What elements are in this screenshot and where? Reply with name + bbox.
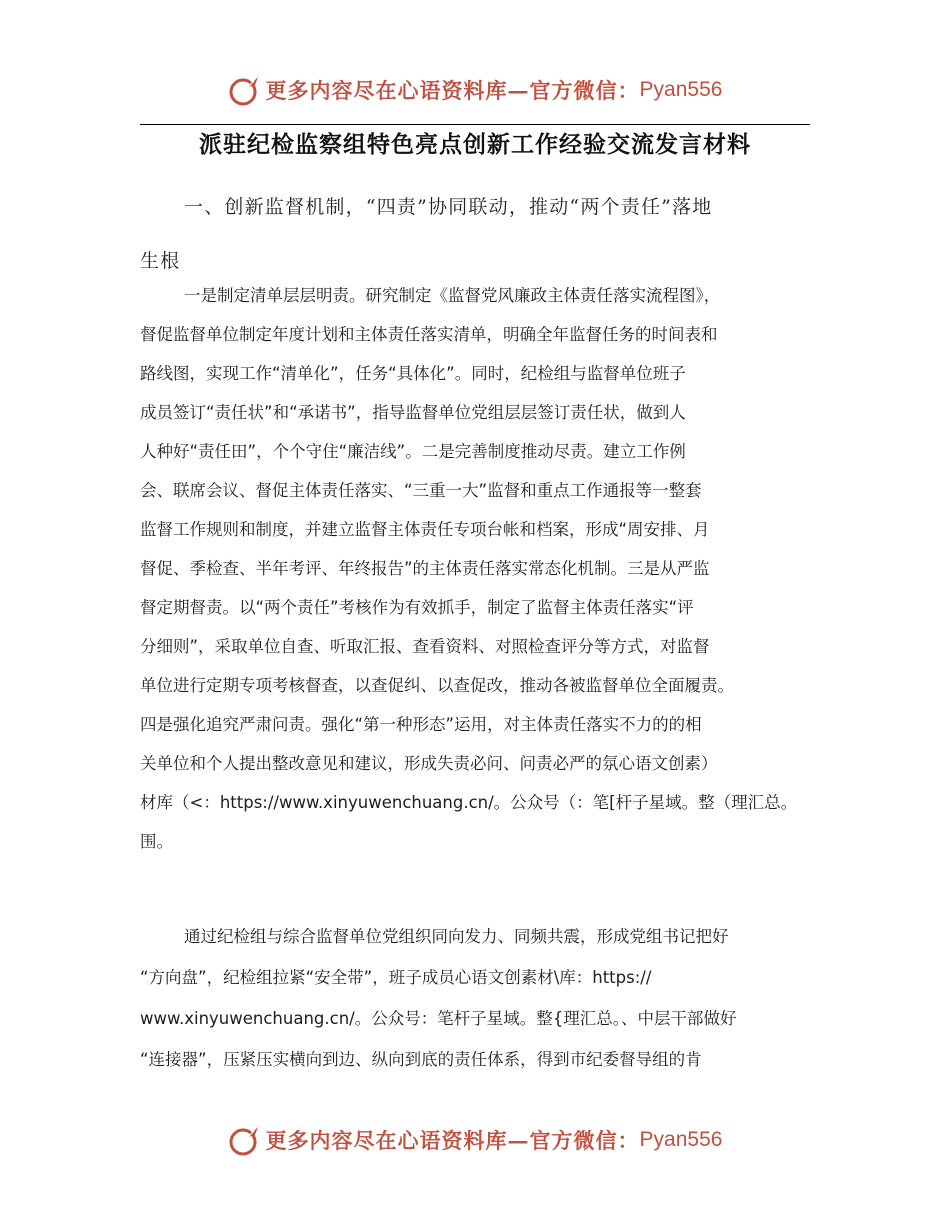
footer-banner [0, 1120, 950, 1160]
paragraph-2 [140, 916, 810, 1080]
paragraph-line: 关单位和个人提出整改意见和建议，形成失责必问、问责必严的氛心语文创素） [140, 754, 718, 773]
paragraph-line: 单位进行定期专项考核督查，以查促纠、以查促改，推动各被监督单位全面履责。 [140, 676, 734, 695]
paragraph-line: 督定期督责。以“两个责任”考核作为有效抓手，制定了监督主体责任落实“评 [140, 598, 694, 617]
paragraph-line: 一是制定清单层层明责。研究制定《监督党风廉政主体责任落实流程图》， [184, 286, 721, 305]
footer-slogan: 更多内容尽在心语资料库—官方微信： [265, 1128, 640, 1153]
paragraph-line: 路线图，实现工作“清单化”，任务“具体化”。同时，纪检组与监督单位班子 [140, 364, 686, 383]
paragraph-line: 监督工作规则和制度，并建立监督主体责任专项台帐和档案，形成“周安排、月 [140, 520, 710, 539]
header-wechat-id: Pyan556 [639, 78, 723, 101]
header-banner [0, 70, 950, 110]
paragraph-line: 会、联席会议、督促主体责任落实、“三重一大”监督和重点工作通报等一整套 [140, 481, 702, 500]
paragraph-line: 通过纪检组与综合监督单位党组织同向发力、同频共震，形成党组书记把好 [184, 927, 729, 946]
section-heading-line: 生根 [140, 250, 181, 272]
paragraph-line: “方向盘”，纪检组拉紧“安全带”，班子成员心语文创素材\库：https:// [140, 968, 652, 987]
paragraph-1 [140, 276, 810, 861]
paragraph-line: 督促、季检查、半年考评、年终报告”的主体责任落实常态化机制。三是从严监 [140, 559, 710, 578]
paragraph-line: 材库（<：https://www.xinyuwenchuang.cn/。公众号（：笔[杆子星域。整（理汇总。 [140, 793, 798, 812]
paragraph-line: “连接器”，压紧压实横向到边、纵向到底的责任体系，得到市纪委督导组的肯 [140, 1050, 702, 1069]
header-rule [140, 124, 810, 125]
quill-logo-icon [228, 1123, 262, 1157]
footer-wechat-id: Pyan556 [639, 1128, 723, 1151]
paragraph-line: 督促监督单位制定年度计划和主体责任落实清单，明确全年监督任务的时间表和 [140, 325, 718, 344]
header-slogan: 更多内容尽在心语资料库—官方微信： [265, 78, 640, 103]
paragraph-line: www.xinyuwenchuang.cn/。公众号：笔杆子星域。整{理汇总。、中层干部做好 [140, 1009, 737, 1028]
section-heading-line: 一、创新监督机制，“四责”协同联动，推动“两个责任”落地 [184, 196, 713, 218]
paragraph-line: 四是强化追究严肃问责。强化“第一种形态”运用，对主体责任落实不力的的相 [140, 715, 702, 734]
paragraph-line: 人种好“责任田”，个个守住“廉洁线”。二是完善制度推动尽责。建立工作例 [140, 442, 686, 461]
paragraph-line: 围。 [140, 832, 173, 851]
section-heading [140, 180, 810, 288]
paragraph-line: 分细则”，采取单位自查、听取汇报、查看资料、对照检查评分等方式，对监督 [140, 637, 710, 656]
document-title: 派驻纪检监察组特色亮点创新工作经验交流发言材料 [199, 131, 751, 158]
quill-logo-icon [228, 73, 262, 107]
paragraph-line: 成员签订“责任状”和“承诺书”，指导监督单位党组层层签订责任状，做到人 [140, 403, 686, 422]
